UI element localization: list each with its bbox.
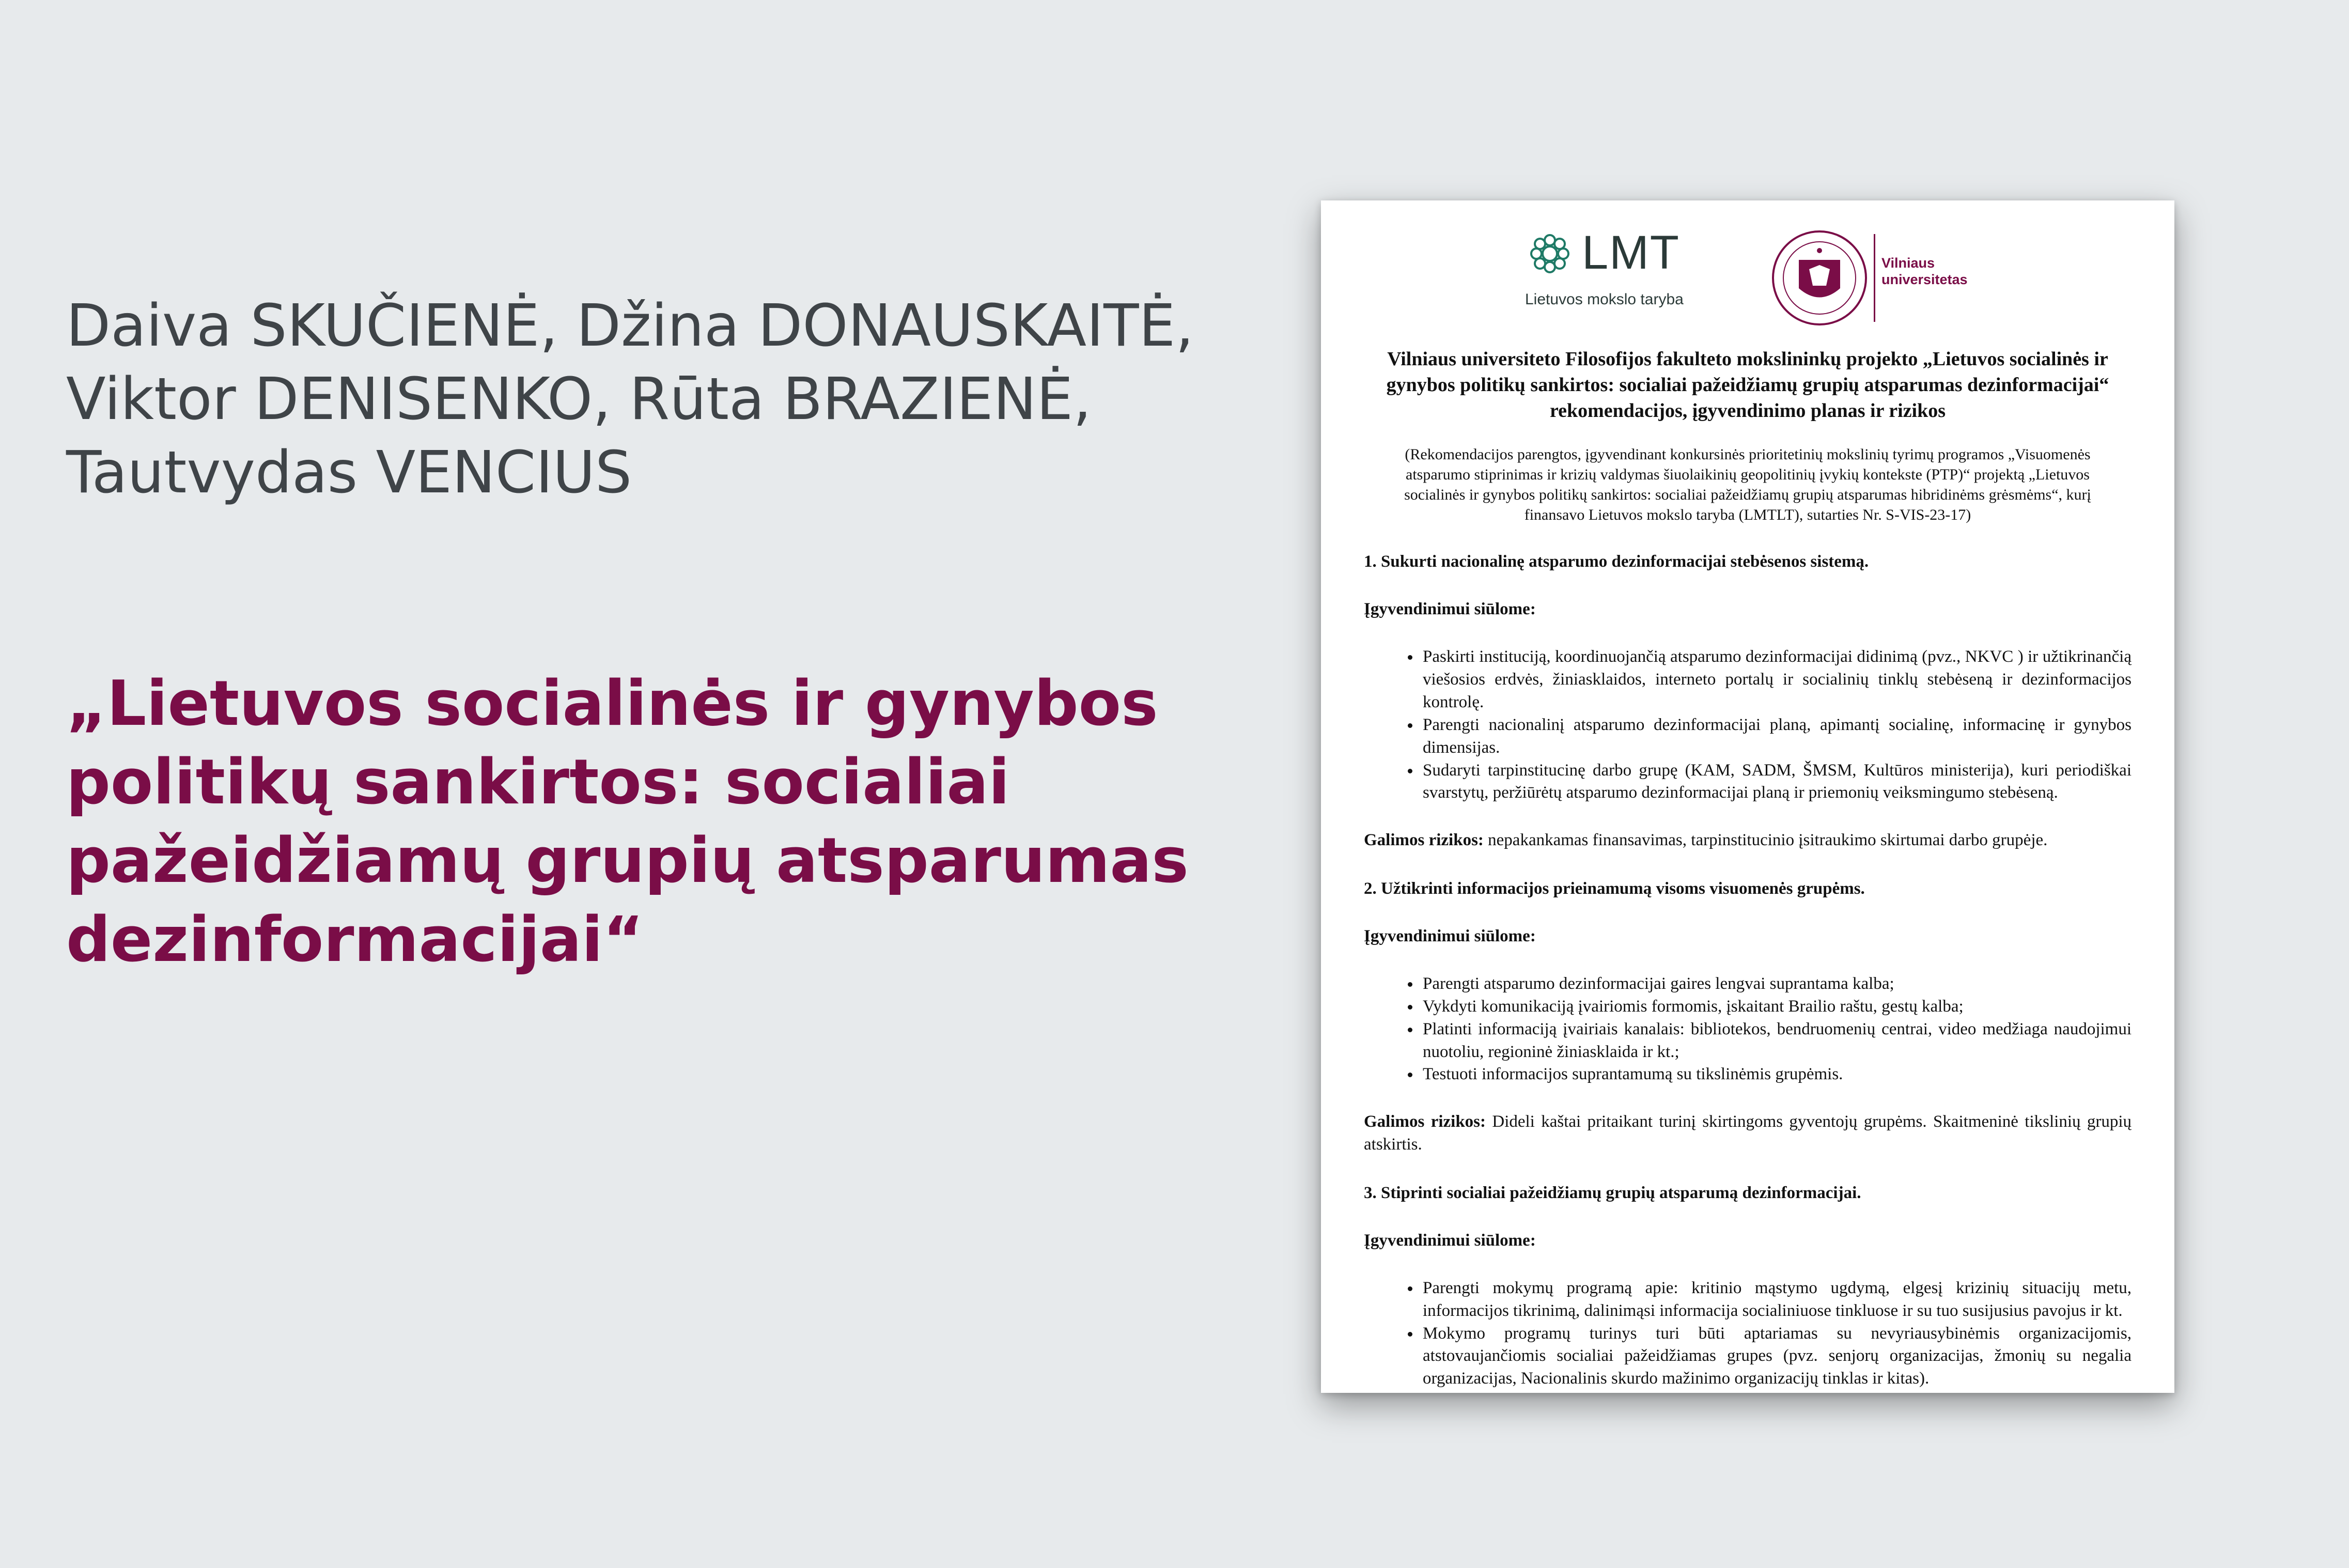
risk-paragraph [1364,829,2132,852]
cover-text [66,289,1254,980]
title-line: „Lietuvos socialinės ir gynybos [66,667,1158,740]
list-item: • Paskirti instituciją, koordinuojančią atsparumo dezinformacijai didinimą (pvz., NKVC ) ir užtikrinančią viešosios erdvės, žiniasklaidos, interneto portalų ir socialinių tinklų stebėseną ir dezinformacijos kontrolę. [1421,646,2132,714]
proposal-label: Įgyvendinimui siūlome: [1364,600,1536,619]
lmt-name: LMT [1582,226,1680,279]
logo-bar [1321,226,2174,332]
proposal-list [1364,973,2132,1086]
risk-paragraph [1364,1111,2132,1156]
lmt-subtitle: Lietuvos mokslo taryba [1525,291,1684,308]
list-item: • Sudaryti tarpinstitucinę darbo grupę (KAM, SADM, ŠMSM, Kultūros ministerija), kuri periodiškai svarstytų, peržiūrėtų atsparumo dezinformacijai planą ir priemonių veiksmingumo stebėseną. [1421,759,2132,805]
document-title: Vilniaus universiteto Filosofijos fakulteto mokslininkų projekto „Lietuvos socialinės ir gynybos politikų sankirtos: socialiai pažeidžiamų grupių atsparumas dezinformacijai“ rekomendacijos, įgyvendinimo planas ir rizikos [1386,348,2109,422]
risk-label: Galimos rizikos: [1364,831,1484,850]
vu-logo [1770,229,1977,332]
list-item: • Platinti informaciją įvairiais kanalais: bibliotekos, bendruomenių centrai, video medžiaga naudojimui nuotoliu, regioninė žiniasklaida ir kt.; [1421,1018,2132,1064]
vu-name [1881,255,1968,288]
publication-title [66,665,1254,980]
list-item: • Vykdyti komunikaciją įvairiomis formomis, įskaitant Brailio raštu, gestų kalba; [1421,996,2132,1018]
proposal-list [1364,1277,2132,1390]
lmt-emblem-icon [1525,229,1575,278]
list-item: • Mokymo programų turinys turi būti aptariamas su nevyriausybinėmis organizacijomis, atstovaujančiomis socialiai pažeidžiamas grupes (pvz. senjorų organizacijas, žmonių su negalia organizacijas, Nacionalinis skurdo mažinimo organizacijų tinklas ir kitas). [1421,1323,2132,1391]
logo-divider [1874,234,1875,322]
title-line: politikų sankirtos: socialiai [66,747,1010,819]
authors [66,289,1254,510]
vu-name-line: universitetas [1881,272,1968,288]
proposal-list [1364,646,2132,804]
risk-text: nepakankamas finansavimas, tarpinstitucinio įsitraukimo skirtumai darbo grupėje. [1483,831,2048,850]
risk-text: Dideli kaštai pritaikant turinį skirtingoms gyventojų grupėms. Skaitmeninė tikslinių grupių atskirtis. [1364,1112,2132,1154]
authors-line: Tautvydas VENCIUS [66,439,632,507]
authors-line: Viktor DENISENKO, Rūta BRAZIENĖ, [66,366,1092,433]
list-item: • Parengti nacionalinį atsparumo dezinformacijai planą, apimantį socialinę, informacinę ir gynybos dimensijas. [1421,714,2132,759]
section-heading: 3. Stiprinti socialiai pažeidžiamų grupių atsparumą dezinformacijai. [1364,1184,1861,1203]
list-item: • Parengti mokymų programą apie: kritinio mąstymo ugdymą, elgesį krizinių situacijų metu, informacijos tikrinimą, dalinimąsi informacija socialiniuose tinkluose ir su tuo susijusius pavojus ir kt. [1421,1277,2132,1323]
proposal-label: Įgyvendinimui siūlome: [1364,1231,1536,1250]
lmt-logo [1525,226,1685,332]
university-seal-icon [1770,229,1869,327]
vu-name-line: Vilniaus [1881,255,1935,271]
list-item: • Testuoti informacijos suprantamumą su tikslinėmis grupėmis. [1421,1063,2132,1086]
title-line: dezinformacijai“ [66,904,644,976]
list-item: • Parengti atsparumo dezinformacijai gaires lengvai suprantama kalba; [1421,973,2132,996]
section-heading: 1. Sukurti nacionalinę atsparumo dezinformacijai stebėsenos sistemą. [1364,552,1869,571]
document-page [1321,200,2174,1393]
document-subtitle: (Rekomendacijos parengtos, įgyvendinant konkursinės prioritetinių mokslinių tyrimų programos „Visuomenės atsparumo stiprinimas ir krizių valdymas šiuolaikinių geopolitinių įvykių kontekste (PTP)“ projektą „Lietuvos socialinės ir gynybos politikų sankirtos: socialiai pažeidžiamų grupių atsparumas hibridinėms grėsmėms“, kurį finansavo Lietuvos mokslo taryba (LMTLT), sutarties Nr. S-VIS-23-17) [1404,446,2091,524]
authors-line: Daiva SKUČIENĖ, Džina DONAUSKAITĖ, [66,292,1194,360]
proposal-label: Įgyvendinimui siūlome: [1364,927,1536,946]
document-body [1364,346,2132,1390]
risk-label: Galimos rizikos: [1364,1112,1486,1131]
section-heading: 2. Užtikrinti informacijos prieinamumą visoms visuomenės grupėms. [1364,879,1865,898]
title-line: pažeidžiamų grupių atsparumas [66,825,1189,897]
